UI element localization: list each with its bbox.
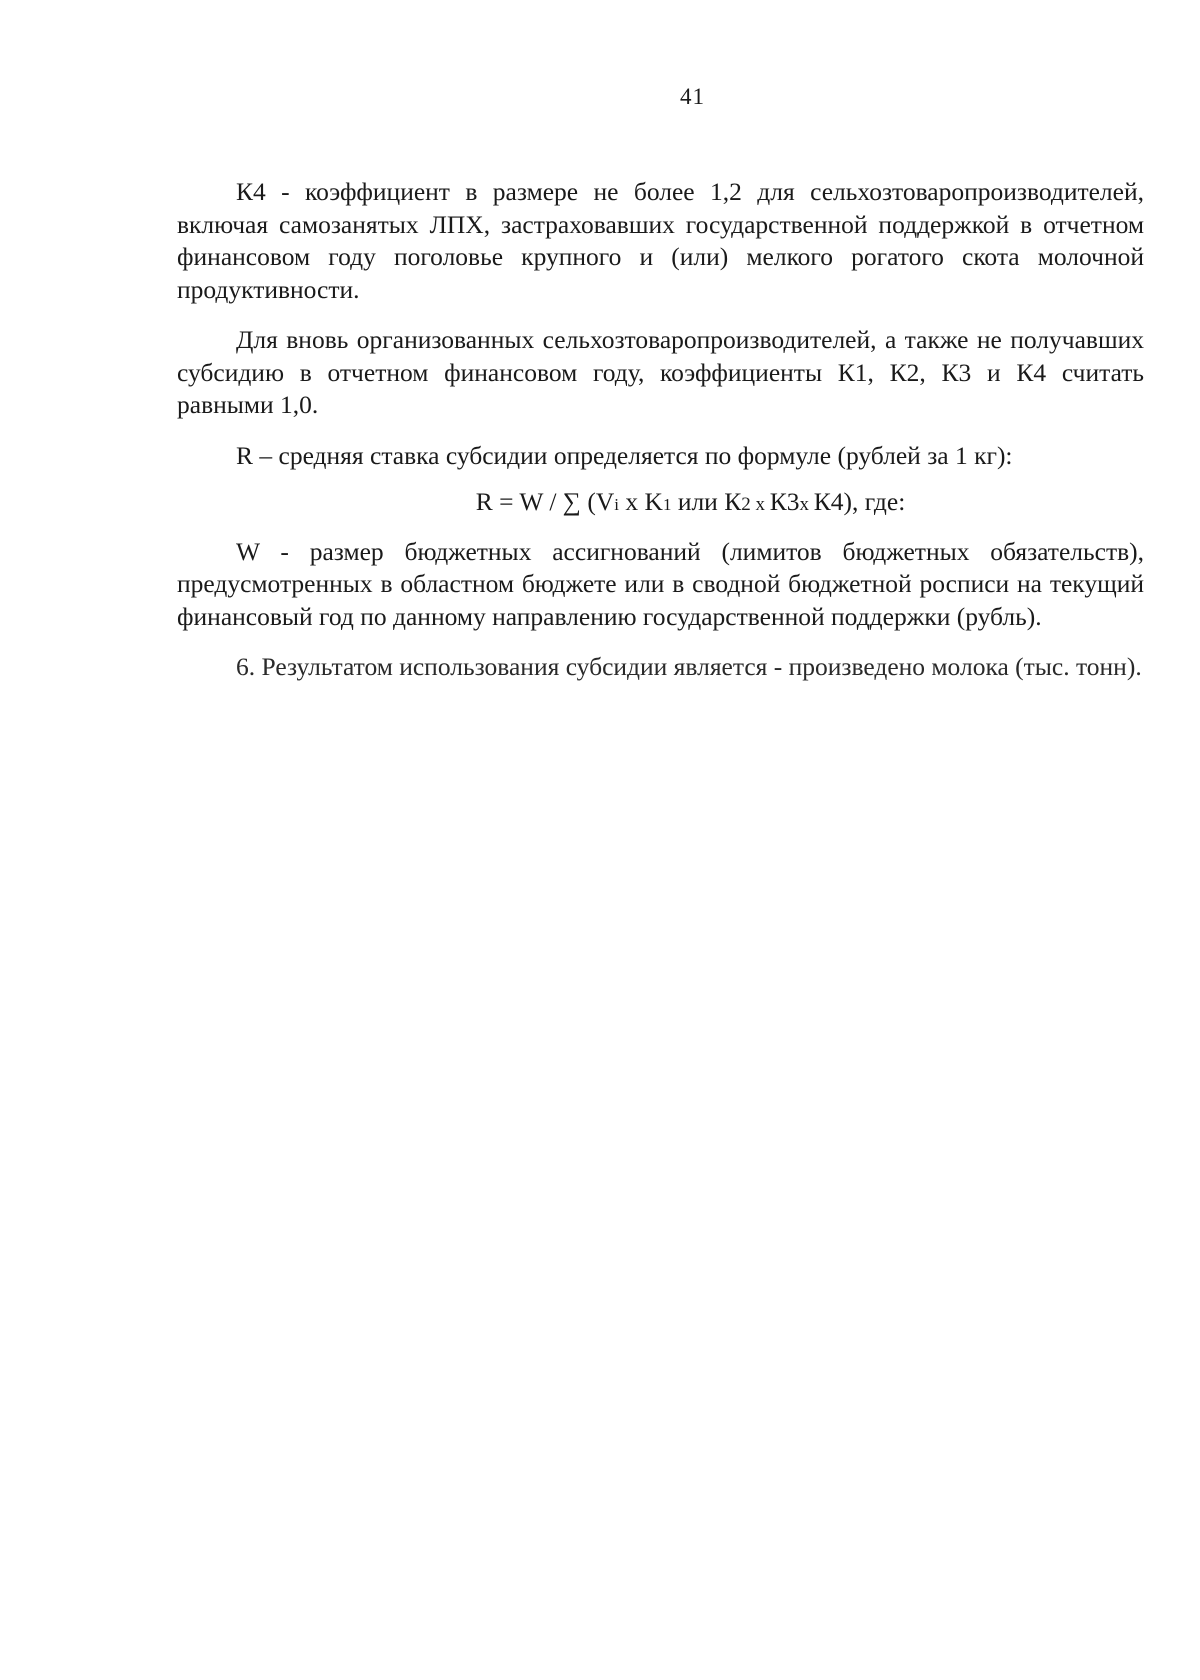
formula-lhs: R = W / ∑ (V	[475, 487, 615, 516]
formula-k4: К4	[813, 487, 844, 516]
formula-subscript-1: 1	[662, 495, 672, 514]
paragraph-result: 6. Результатом использования субсидии является - произведено молока (тыс. тонн).	[236, 652, 1142, 681]
formula-subscript-i: i	[614, 495, 620, 514]
paragraph-new-producers: Для вновь организованных сельхозтоваропроизводителей, а также не получавших субсидию в отчетном финансовом году, коэффициенты К1, К2, К3 и К4 считать равными 1,0.	[177, 325, 1144, 419]
formula-times-3: x	[799, 494, 814, 515]
formula-times-k1: x K	[619, 487, 663, 516]
paragraph-r-definition: R – средняя ставка субсидии определяется по формуле (рублей за 1 кг):	[236, 440, 1013, 470]
paragraph-k4-definition: К4 - коэффициент в размере не более 1,2 для сельхозтоваропроизводителей, включая самозанятых ЛПХ, застраховавших государственной поддержкой в отчетном финансовом году поголовье крупного и (или) мелкого рогатого скота молочной продуктивности.	[177, 177, 1144, 304]
formula-times-2: x	[750, 494, 770, 515]
formula-or-k: или К	[671, 487, 742, 516]
formula-k2-index: 2	[741, 494, 751, 515]
formula-k3: К3	[769, 487, 800, 516]
paragraph-w-definition: W - размер бюджетных ассигнований (лимитов бюджетных обязательств), предусмотренных в областном бюджете или в сводной бюджетной росписи на текущий финансовый год по данному направлению государственной поддержки (рубль).	[177, 536, 1144, 631]
page-number: 41	[680, 84, 705, 109]
formula-r	[177, 486, 1144, 522]
document-body	[177, 176, 1144, 702]
formula-tail: ), где:	[843, 487, 906, 516]
